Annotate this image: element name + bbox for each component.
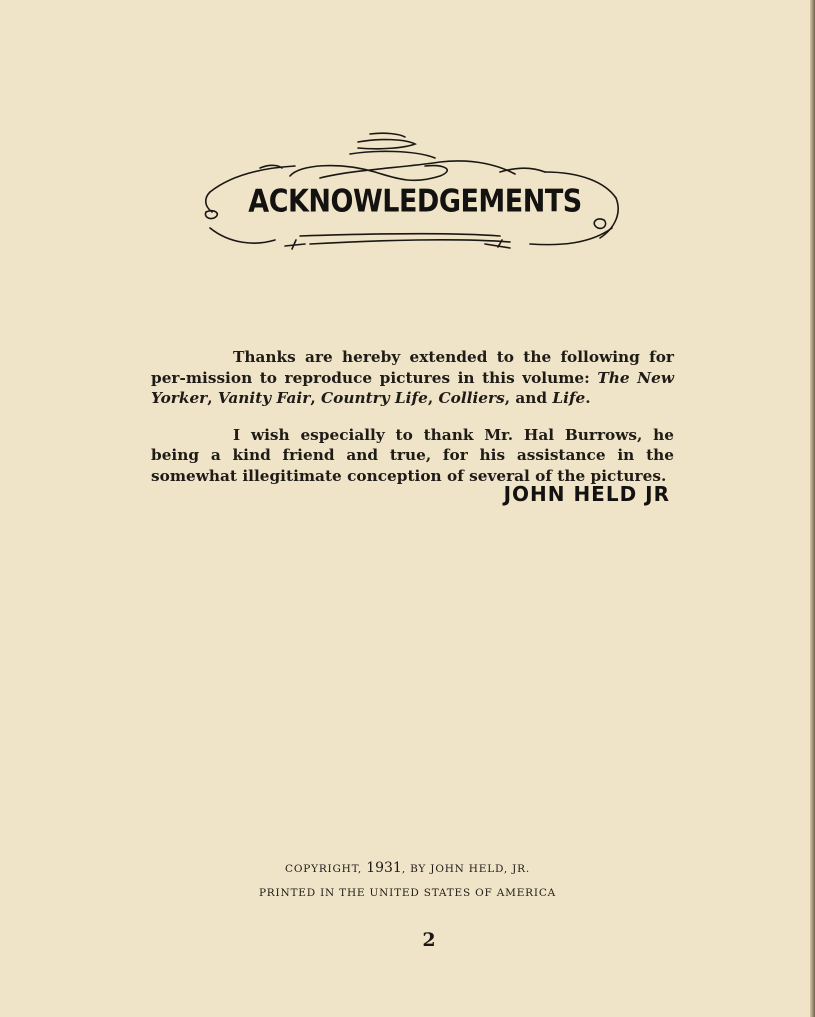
publication-colliers: Colliers (438, 389, 505, 407)
publication-new-yorker: The New Yorker (151, 368, 674, 407)
publication-country-life: Country Life (320, 389, 428, 407)
publication-vanity-fair: Vanity Fair (217, 389, 311, 407)
copyright-line: COPYRIGHT, 1931, BY JOHN HELD, JR. (285, 860, 530, 876)
author-signature: JOHN HELD JR (503, 482, 670, 506)
page-number: 2 (422, 929, 436, 951)
acknowledgement-body (151, 347, 674, 502)
acknowledgements-header (200, 128, 630, 260)
thanks-paragraph: I wish especially to thank Mr. Hal Burrows, he being a kind friend and true, for his assistance in the somewhat illegitimate conception of several of the pictures. (151, 425, 674, 485)
publication-life: Life (552, 389, 586, 407)
permissions-paragraph: Thanks are hereby extended to the following for per-mission to reproduce pictures in this volume: The New Yorker, Vanity Fair, Country Life, Colliers, and Life. (151, 348, 674, 407)
copyright-year: 1931 (366, 860, 402, 876)
printed-line: PRINTED IN THE UNITED STATES OF AMERICA (258, 887, 557, 899)
permissions-intro: Thanks are hereby extended to the following for per-mission to reproduce pictures in this volume: (151, 348, 674, 387)
page-title: ACKNOWLEDGEMENTS (248, 183, 582, 220)
